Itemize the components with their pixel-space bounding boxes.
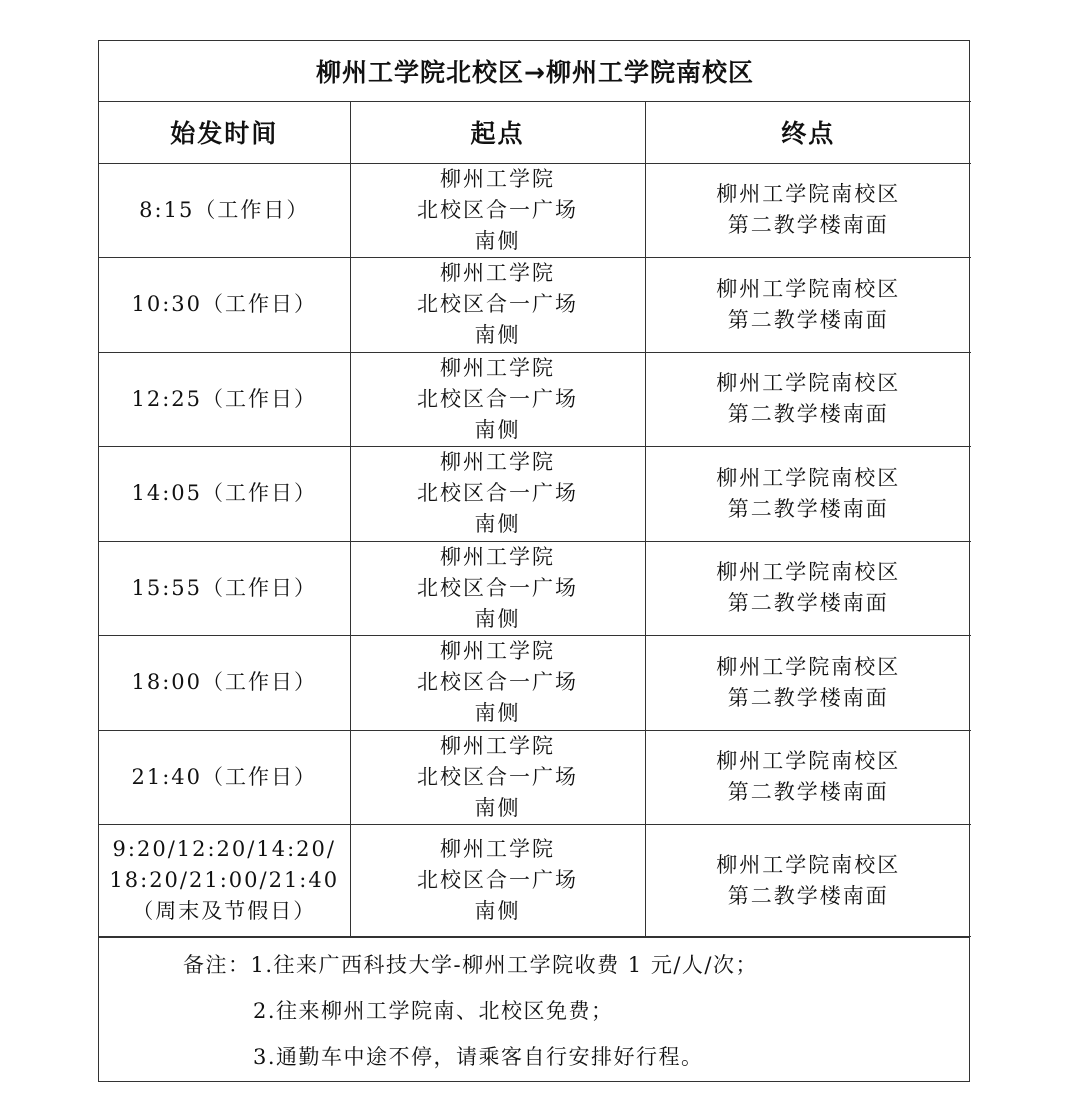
start-point-text: 南侧 <box>474 417 521 442</box>
start-point-cell <box>350 447 645 542</box>
start-point-text: 南侧 <box>474 323 521 348</box>
departure-time-text: 18:00（工作日） <box>131 670 318 695</box>
header-end-point: 终点 <box>645 101 971 163</box>
end-point-text: 第二教学楼南面 <box>727 307 889 332</box>
schedule-row <box>99 352 971 447</box>
title-row <box>99 41 971 101</box>
departure-time-text: 9:20/12:20/14:20/ <box>112 837 336 861</box>
start-point-text: 柳州工学院 <box>440 544 555 569</box>
start-point-cell <box>350 730 645 825</box>
start-point-text: 柳州工学院 <box>440 837 555 861</box>
schedule-row <box>99 636 971 731</box>
departure-time-cell <box>99 825 350 937</box>
start-point-text: 北校区合一广场 <box>417 481 578 506</box>
header-start-point: 起点 <box>350 101 645 163</box>
end-point-cell <box>645 447 971 542</box>
note-line-1: 备注：1.往来广西科技大学-柳州工学院收费 1 元/人/次； <box>183 953 758 977</box>
end-point-cell <box>645 636 971 731</box>
start-point-text: 南侧 <box>474 899 521 923</box>
notes-section <box>99 937 969 1080</box>
start-point-text: 柳州工学院 <box>440 261 555 286</box>
schedule-row <box>99 258 971 353</box>
start-point-text: 北校区合一广场 <box>417 386 578 411</box>
schedule-row <box>99 163 971 258</box>
start-point-text: 柳州工学院 <box>440 639 555 664</box>
schedule-row <box>99 825 971 937</box>
note-line-2: 2.往来柳州工学院南、北校区免费； <box>253 999 614 1023</box>
departure-time-text: 18:20/21:00/21:40 <box>109 868 340 892</box>
end-point-text: 柳州工学院南校区 <box>716 852 901 877</box>
start-point-text: 北校区合一广场 <box>417 868 578 892</box>
end-point-text: 第二教学楼南面 <box>727 883 889 908</box>
departure-time-cell <box>99 636 350 731</box>
departure-time-cell <box>99 258 350 353</box>
start-point-cell <box>350 825 645 937</box>
departure-time-text: 21:40（工作日） <box>131 764 318 789</box>
end-point-text: 第二教学楼南面 <box>727 591 889 616</box>
start-point-cell <box>350 352 645 447</box>
start-point-text: 柳州工学院 <box>440 733 555 758</box>
start-point-text: 南侧 <box>474 606 521 631</box>
end-point-text: 第二教学楼南面 <box>727 402 889 427</box>
start-point-text: 北校区合一广场 <box>417 764 578 789</box>
end-point-text: 柳州工学院南校区 <box>716 465 901 490</box>
end-point-text: 柳州工学院南校区 <box>716 654 901 679</box>
start-point-cell <box>350 541 645 636</box>
start-point-text: 南侧 <box>474 795 521 820</box>
start-point-text: 北校区合一广场 <box>417 670 578 695</box>
end-point-text: 第二教学楼南面 <box>727 496 889 521</box>
end-point-text: 柳州工学院南校区 <box>716 371 901 396</box>
start-point-text: 柳州工学院 <box>440 450 555 475</box>
start-point-text: 北校区合一广场 <box>417 292 578 317</box>
end-point-cell <box>645 352 971 447</box>
schedule-document <box>98 40 970 1082</box>
start-point-text: 南侧 <box>474 228 521 253</box>
start-point-cell <box>350 636 645 731</box>
departure-time-cell <box>99 541 350 636</box>
end-point-cell <box>645 730 971 825</box>
header-departure-time: 始发时间 <box>99 101 350 163</box>
start-point-text: 南侧 <box>474 701 521 726</box>
start-point-text: 柳州工学院 <box>440 166 555 191</box>
schedule-row <box>99 447 971 542</box>
shuttle-schedule-table <box>99 41 971 937</box>
schedule-row <box>99 541 971 636</box>
end-point-text: 柳州工学院南校区 <box>716 182 901 207</box>
departure-time-cell <box>99 352 350 447</box>
end-point-cell <box>645 163 971 258</box>
start-point-text: 南侧 <box>474 512 521 537</box>
end-point-text: 柳州工学院南校区 <box>716 749 901 774</box>
schedule-row <box>99 730 971 825</box>
end-point-text: 第二教学楼南面 <box>727 213 889 238</box>
header-row <box>99 101 971 163</box>
end-point-cell <box>645 541 971 636</box>
start-point-text: 北校区合一广场 <box>417 575 578 600</box>
departure-time-text: 10:30（工作日） <box>131 292 318 317</box>
departure-time-text: （周末及节假日） <box>132 899 317 923</box>
end-point-cell <box>645 825 971 937</box>
end-point-text: 第二教学楼南面 <box>727 685 889 710</box>
end-point-cell <box>645 258 971 353</box>
end-point-text: 柳州工学院南校区 <box>716 560 901 585</box>
departure-time-text: 8:15（工作日） <box>139 197 310 222</box>
departure-time-cell <box>99 163 350 258</box>
start-point-cell <box>350 258 645 353</box>
end-point-text: 第二教学楼南面 <box>727 780 889 805</box>
start-point-text: 柳州工学院 <box>440 355 555 380</box>
departure-time-text: 14:05（工作日） <box>131 481 318 506</box>
departure-time-cell <box>99 730 350 825</box>
end-point-text: 柳州工学院南校区 <box>716 276 901 301</box>
departure-time-cell <box>99 447 350 542</box>
note-line-3: 3.通勤车中途不停，请乘客自行安排好行程。 <box>253 1045 704 1069</box>
route-title: 柳州工学院北校区→柳州工学院南校区 <box>99 41 971 101</box>
start-point-text: 北校区合一广场 <box>417 197 578 222</box>
start-point-cell <box>350 163 645 258</box>
departure-time-text: 12:25（工作日） <box>131 386 318 411</box>
departure-time-text: 15:55（工作日） <box>131 575 318 600</box>
